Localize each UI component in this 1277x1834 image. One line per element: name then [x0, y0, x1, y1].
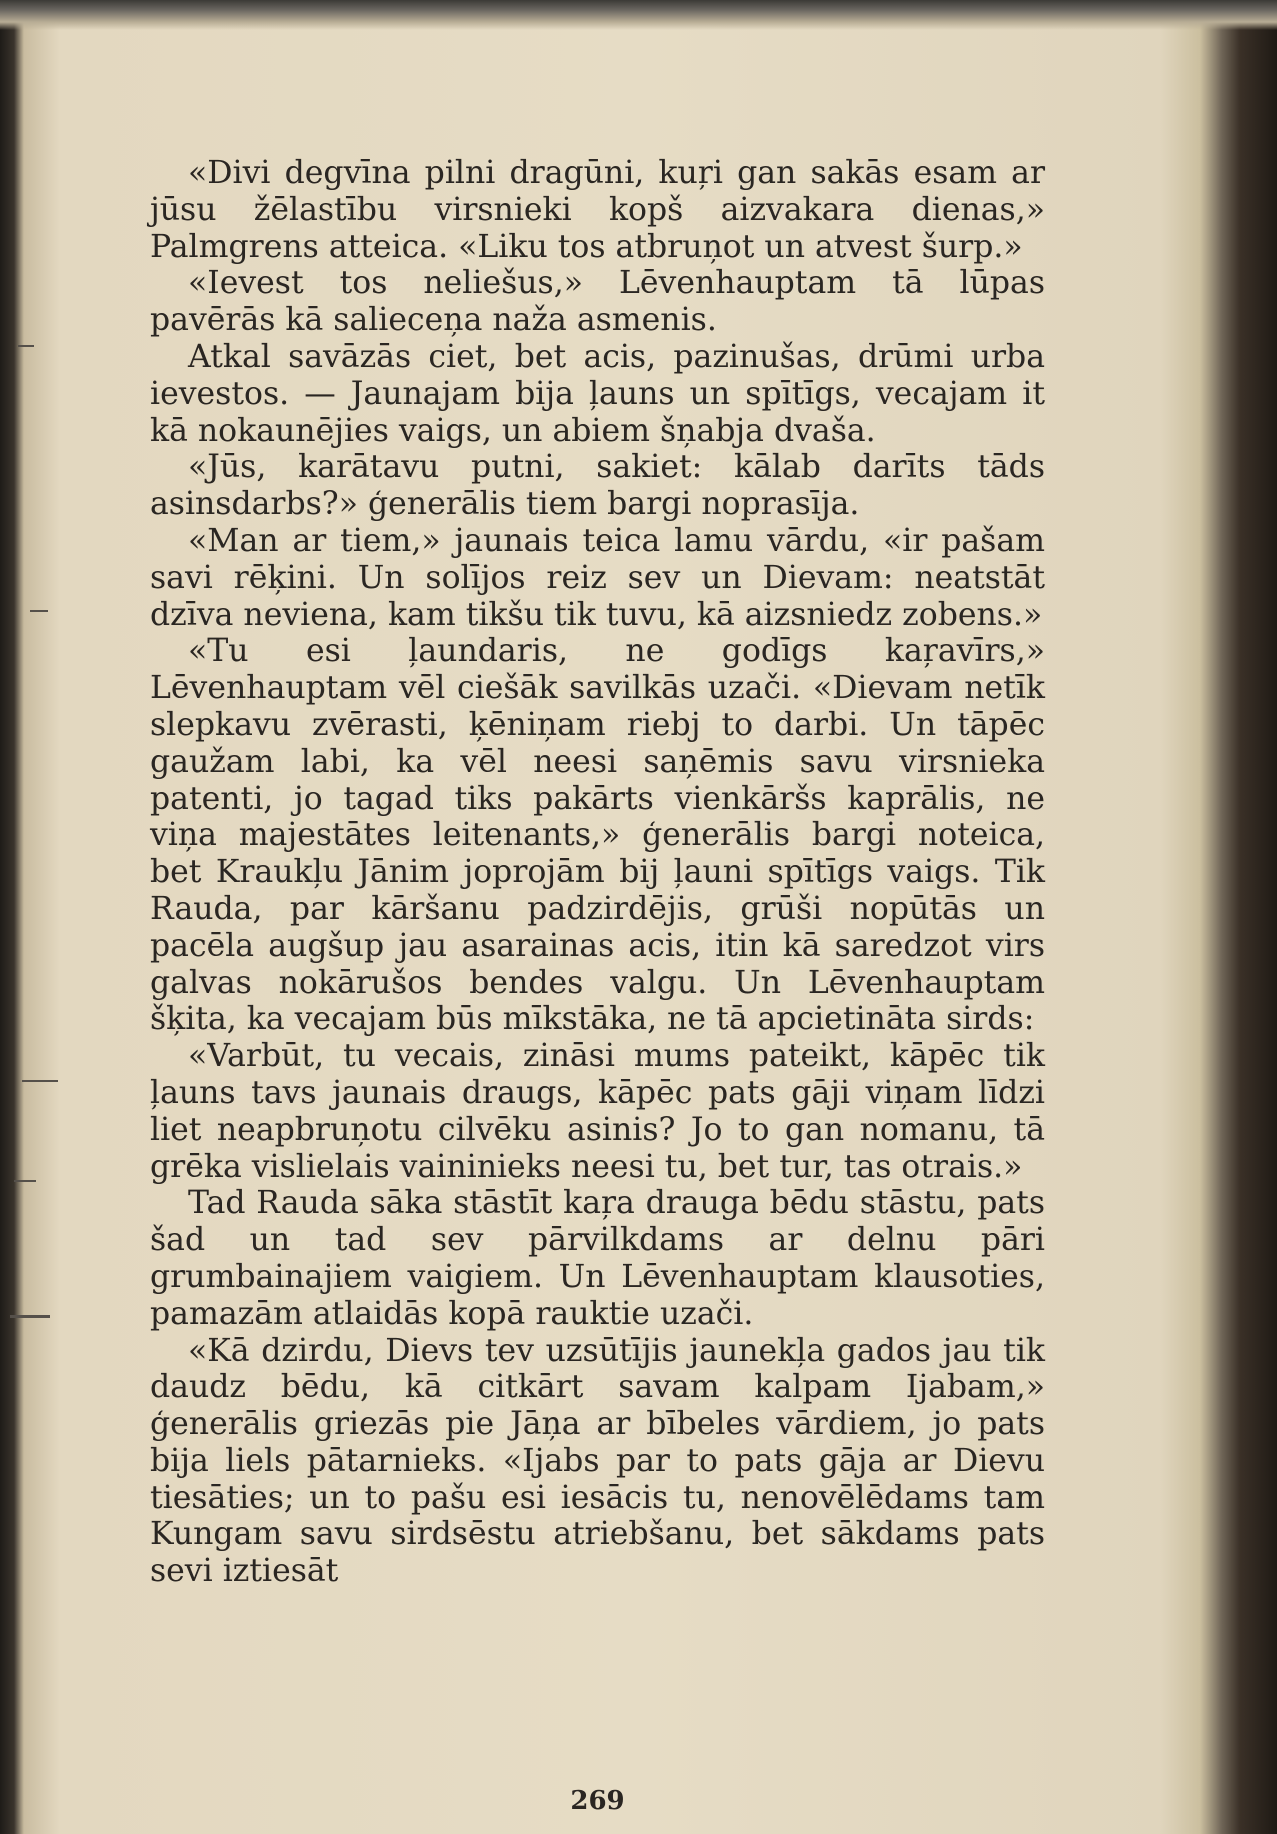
- paragraph: «Divi degvīna pilni dragūni, kuŗi gan sakās esam ar jūsu žēlastību virsnieki kopš aizvakara dienas,» Palmgrens atteica. «Liku tos atbruņot un atvest šurp.»: [150, 155, 1045, 265]
- paragraph: «Tu esi ļaundaris, ne godīgs kaŗavīrs,» Lēvenhauptam vēl ciešāk savilkās uzači. «Dievam netīk slepkavu zvērasti, ķēniņam riebj to darbi. Un tāpēc gaužam labi, ka vēl neesi saņēmis savu virsnieka patenti, jo tagad tiks pakārts vienkāršs kaprālis, ne viņa majestātes leitenants,» ģenerālis bargi noteica, bet Kraukļu Jānim joprojām bij ļauni spītīgs vaigs. Tik Rauda, par kāršanu padzirdējis, grūši nopūtās un pacēla augšup jau asarainas acis, itin kā saredzot virs galvas nokārušos bendes valgu. Un Lēvenhauptam šķita, ka vecajam būs mīkstāka, ne tā apcietināta sirds:: [150, 633, 1045, 1038]
- page-number: 269: [570, 1786, 625, 1816]
- margin-tick: [30, 610, 48, 612]
- page-body-text: [150, 155, 1045, 1590]
- paragraph: «Jūs, karātavu putni, sakiet: kālab darīts tāds asinsdarbs?» ģenerālis tiem bargi noprasīja.: [150, 449, 1045, 523]
- page-top-edge: [0, 0, 1277, 30]
- margin-tick: [10, 1315, 50, 1318]
- paragraph: «Man ar tiem,» jaunais teica lamu vārdu, «ir pašam savi rēķini. Un solījos reiz sev un Dievam: neatstāt dzīva neviena, kam tikšu tik tuvu, kā aizsniedz zobens.»: [150, 522, 1045, 633]
- margin-tick: [22, 1080, 58, 1082]
- margin-tick: [14, 1180, 36, 1182]
- paragraph: «Kā dzirdu, Dievs tev uzsūtījis jaunekļa gados jau tik daudz bēdu, kā citkārt savam kalpam Ijabam,» ģenerālis griezās pie Jāņa ar bībeles vārdiem, jo pats bija liels pātarnieks. «Ijabs par to pats gāja ar Dievu tiesāties; un to pašu esi iesācis tu, nenovēlēdams tam Kungam savu sirdsēstu atriebšanu, bet sākdams pats sevi iztiesāt: [150, 1332, 1045, 1590]
- paragraph: Tad Rauda sāka stāstīt kaŗa drauga bēdu stāstu, pats šad un tad sev pārvilkdams ar delnu pāri grumbainajiem vaigiem. Un Lēvenhauptam klausoties, pamazām atlaidās kopā rauktie uzači.: [150, 1185, 1045, 1332]
- paragraph: «Varbūt, tu vecais, zināsi mums pateikt, kāpēc tik ļauns tavs jaunais draugs, kāpēc pats gāji viņam līdzi liet neapbruņotu cilvēku asinis? Jo to gan nomanu, tā grēka vislielais vaininieks neesi tu, bet tur, tas otrais.»: [150, 1038, 1045, 1185]
- paragraph: Atkal savāzās ciet, bet acis, pazinušas, drūmi urba ievestos. — Jaunajam bija ļauns un spītīgs, vecajam it kā nokaunējies vaigs, un abiem šņabja dvaša.: [150, 338, 1045, 449]
- margin-tick: [18, 345, 34, 347]
- paragraph: «Ievest tos neliešus,» Lēvenhauptam tā lūpas pavērās kā salieceņa naža asmenis.: [150, 265, 1045, 339]
